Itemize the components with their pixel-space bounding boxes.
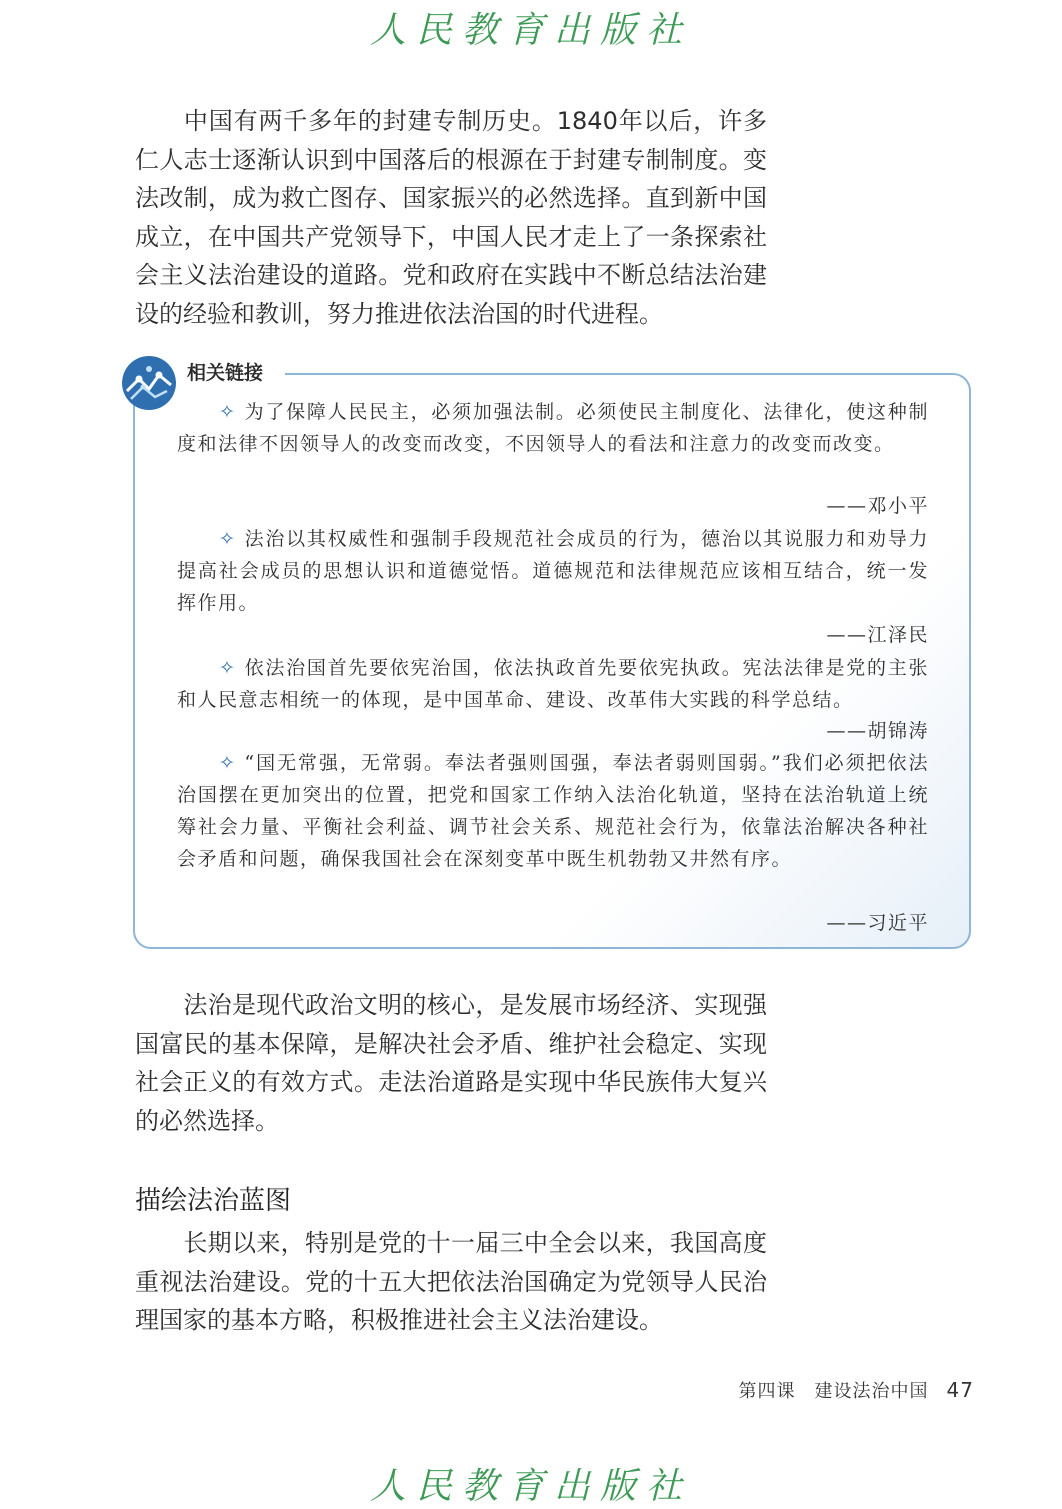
paragraph-history — [135, 102, 767, 334]
diamond-bullet-icon: ✧ — [219, 401, 237, 423]
related-link-icon — [121, 355, 177, 411]
quote-3-author: ——胡锦涛 — [826, 720, 929, 742]
lesson-title: 第四课 建设法治中国 — [738, 1381, 929, 1402]
quote-3 — [177, 652, 929, 716]
related-link-title: 相关链接 — [187, 362, 264, 384]
quote-3-text: 依法治国首先要依宪治国，依法执政首先要依宪执政。宪法法律是党的主张和人民意志相统一的体现，是中国革命、建设、改革伟大实践的科学总结。 — [177, 657, 929, 711]
paragraph-blueprint — [135, 1224, 767, 1340]
paragraph-blueprint-text: 长期以来，特别是党的十一届三中全会以来，我国高度重视法治建设。党的十五大把依法治国确定为党领导人民治理国家的基本方略，积极推进社会主义法治建设。 — [135, 1229, 767, 1335]
quote-1 — [177, 396, 929, 460]
diamond-bullet-icon: ✧ — [219, 528, 237, 550]
section-heading: 描绘法治蓝图 — [135, 1186, 292, 1216]
page-number: 47 — [946, 1378, 974, 1402]
quote-4-text: “国无常强，无常弱。奉法者强则国强，奉法者弱则国弱。”我们必须把依法治国摆在更加突出的位置，把党和国家工作纳入法治化轨道，坚持在法治轨道上统筹社会力量、平衡社会利益、调节社会关系、规范社会行为，依靠法治解决各种社会矛盾和问题，确保我国社会在深刻变革中既生机勃勃又井然有序。 — [177, 752, 929, 870]
paragraph-rule-of-law-core-text: 法治是现代政治文明的核心，是发展市场经济、实现强国富民的基本保障，是解决社会矛盾、维护社会稳定、实现社会正义的有效方式。走法治道路是实现中华民族伟大复兴的必然选择。 — [135, 991, 767, 1135]
paragraph-history-text: 中国有两千多年的封建专制历史。1840年以后，许多仁人志士逐渐认识到中国落后的根源在于封建专制制度。变法改制，成为救亡图存、国家振兴的必然选择。直到新中国成立，在中国共产党领导下，中国人民才走上了一条探索社会主义法治建设的道路。党和政府在实践中不断总结法治建设的经验和教训，努力推进依法治国的时代进程。 — [135, 107, 767, 328]
quote-4-author: ——习近平 — [826, 912, 929, 934]
quote-2-author: ——江泽民 — [826, 624, 929, 646]
quote-1-author: ——邓小平 — [826, 495, 929, 517]
publisher-watermark-top: 人民教育出版社 — [369, 10, 692, 51]
page-footer — [739, 1377, 974, 1403]
quote-4 — [177, 747, 929, 875]
diamond-bullet-icon: ✧ — [219, 752, 237, 774]
paragraph-rule-of-law-core — [135, 986, 767, 1140]
quote-2-text: 法治以其权威性和强制手段规范社会成员的行为，德治以其说服力和劝导力提高社会成员的思想认识和道德觉悟。道德规范和法律规范应该相互结合，统一发挥作用。 — [177, 528, 929, 614]
publisher-watermark-bottom: 人民教育出版社 — [369, 1466, 692, 1507]
quote-2 — [177, 523, 929, 619]
quote-1-text: 为了保障人民民主，必须加强法制。必须使民主制度化、法律化，使这种制度和法律不因领导人的改变而改变，不因领导人的看法和注意力的改变而改变。 — [177, 401, 929, 455]
diamond-bullet-icon: ✧ — [219, 657, 237, 679]
